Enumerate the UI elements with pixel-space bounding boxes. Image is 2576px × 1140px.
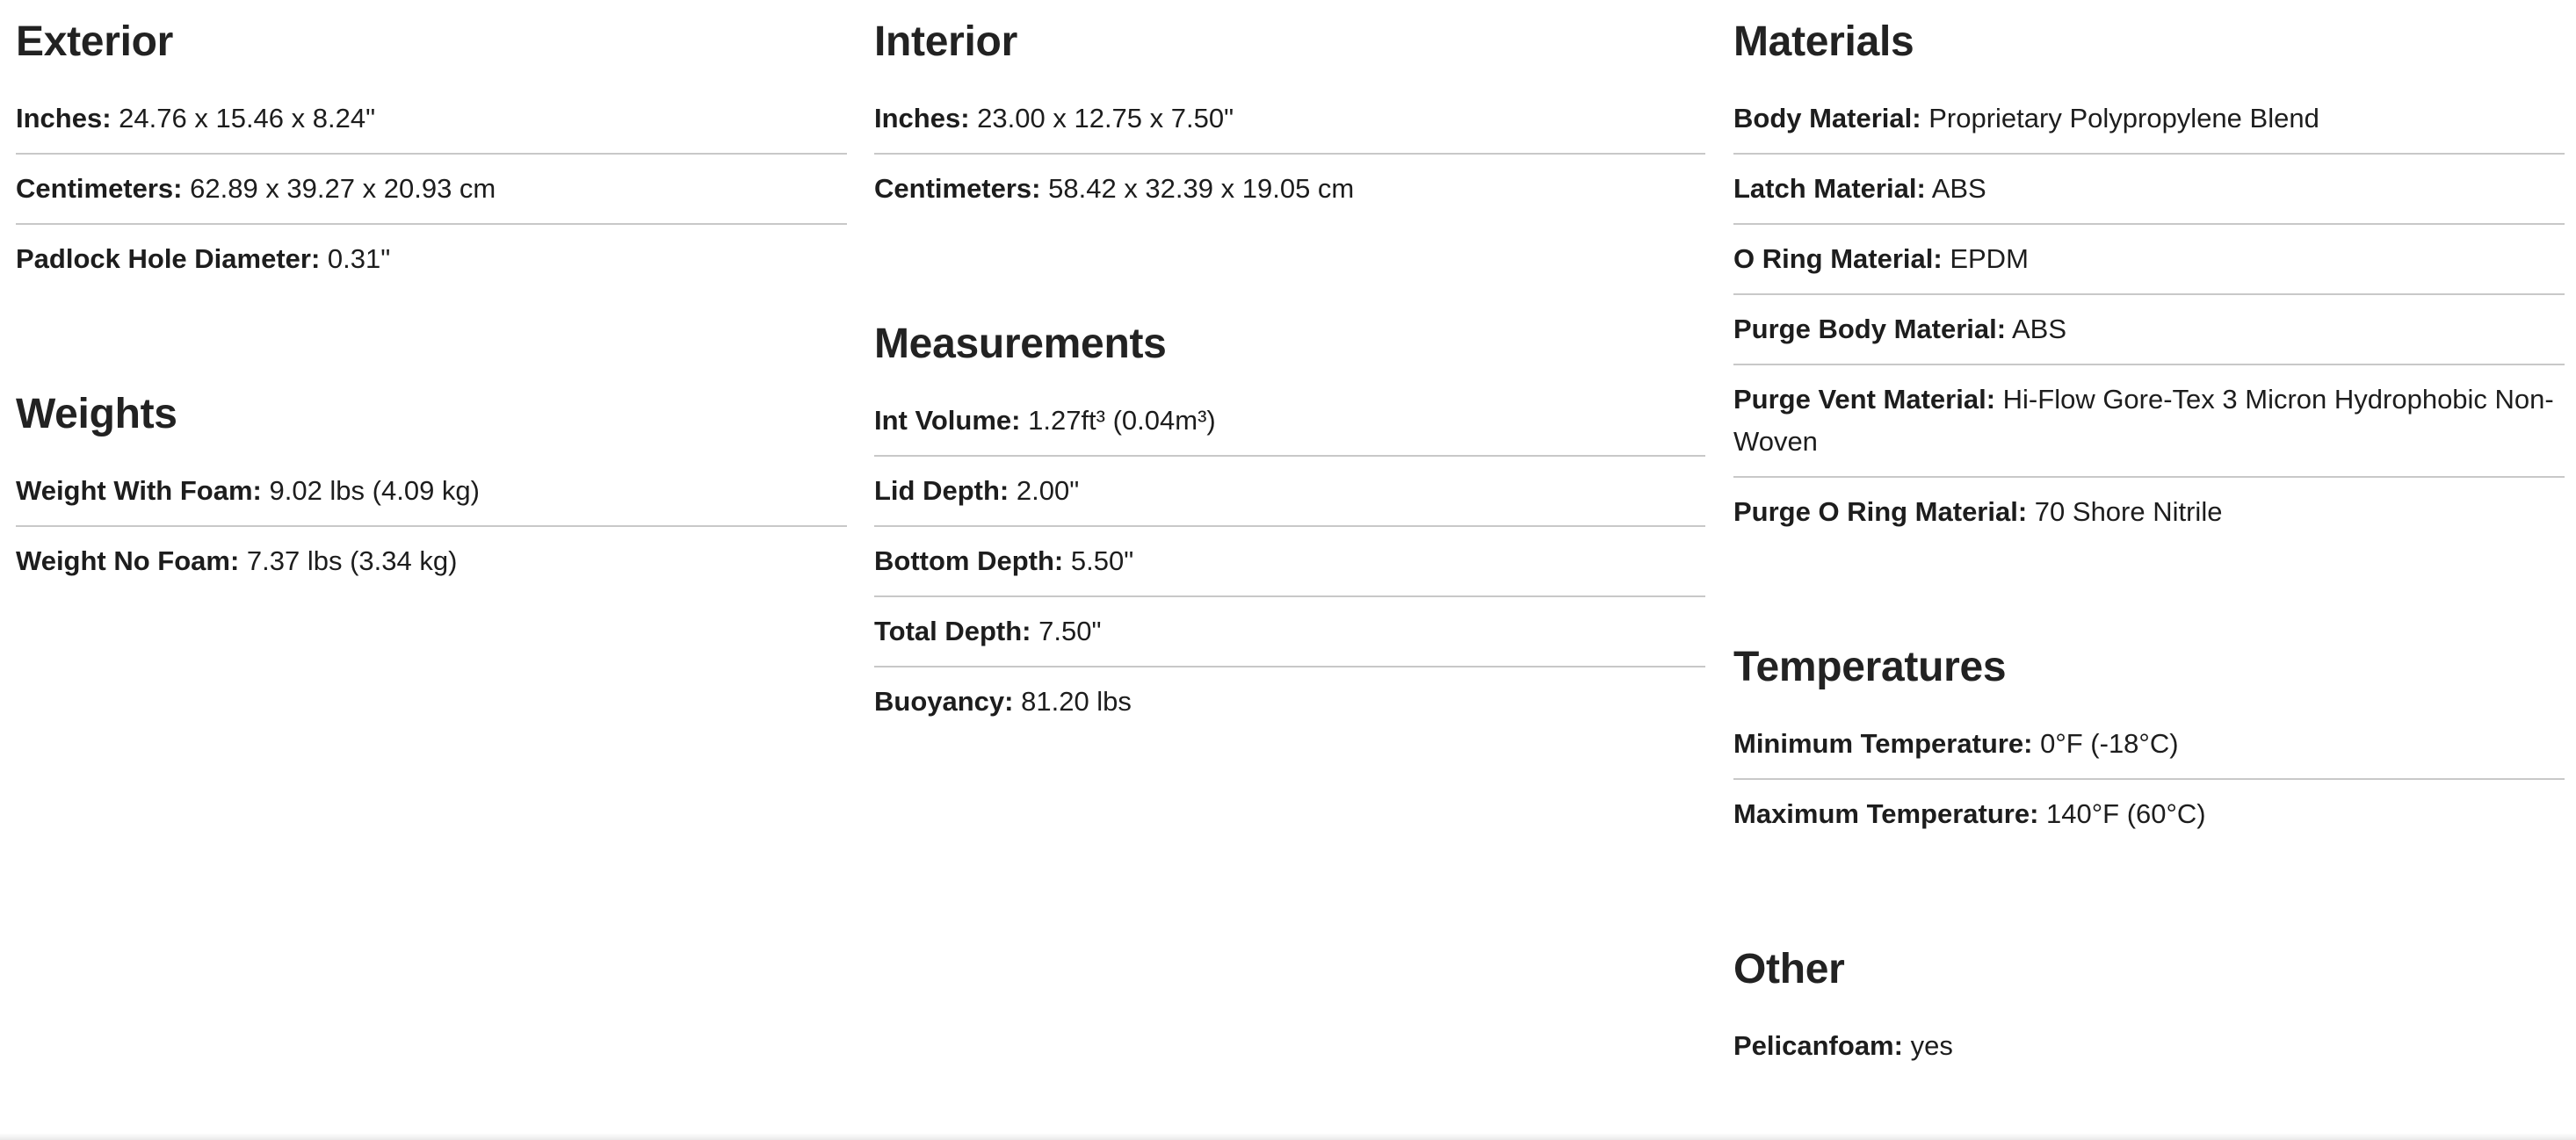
spec-row-o-ring-material [1733, 225, 2565, 295]
spec-list-other [1733, 1012, 2565, 1080]
spec-value: 58.42 x 32.39 x 19.05 cm [1048, 173, 1355, 204]
spec-list-interior [874, 84, 1705, 223]
spec-label: Centimeters: [874, 173, 1041, 204]
spec-label: Buoyancy: [874, 686, 1014, 717]
spec-value: 140°F (60°C) [2046, 798, 2206, 829]
section-title-measurements: Measurements [874, 321, 1167, 367]
spec-row-weight-with-foam [16, 457, 847, 527]
spec-row-pelicanfoam [1733, 1012, 2565, 1080]
spec-label: Padlock Hole Diameter: [16, 243, 321, 274]
spec-row-lid-depth [874, 457, 1705, 527]
spec-value: 1.27ft³ (0.04m³) [1028, 405, 1216, 436]
spec-value: 7.50" [1038, 616, 1102, 646]
spec-label: Purge Vent Material: [1733, 384, 1996, 415]
page-bottom-edge [0, 1133, 2576, 1140]
spec-value: 5.50" [1070, 545, 1134, 576]
section-title-interior: Interior [874, 18, 1017, 65]
section-temperatures [1733, 625, 2565, 848]
spec-value: Hi-Flow Gore-Tex 3 Micron Hydrophobic Non-Woven [1733, 384, 2554, 457]
spec-value: EPDM [1950, 243, 2029, 274]
spec-row-weight-no-foam [16, 527, 847, 595]
spec-label: Int Volume: [874, 405, 1021, 436]
spec-row-buoyancy [874, 667, 1705, 736]
spec-value: 70 Shore Nitrile [2034, 496, 2223, 527]
spec-row-padlock-hole-diameter [16, 225, 847, 293]
spec-value: ABS [2011, 314, 2066, 344]
spec-row-minimum-temperature [1733, 710, 2565, 780]
spec-label: Purge Body Material: [1733, 314, 2007, 344]
section-exterior [16, 0, 847, 293]
spec-value: 0.31" [327, 243, 391, 274]
spec-column-3 [1733, 0, 2565, 1080]
spec-row-purge-o-ring-material [1733, 478, 2565, 546]
spec-row-body-material [1733, 84, 2565, 155]
spec-label: Bottom Depth: [874, 545, 1064, 576]
spec-value: 0°F (-18°C) [2040, 728, 2179, 759]
spec-label: Body Material: [1733, 103, 1921, 133]
spec-row-exterior-centimeters [16, 155, 847, 225]
spec-value: 81.20 lbs [1021, 686, 1132, 717]
spec-row-total-depth [874, 597, 1705, 667]
spec-label: Minimum Temperature: [1733, 728, 2033, 759]
spec-value: ABS [1931, 173, 1986, 204]
spec-value: 7.37 lbs (3.34 kg) [246, 545, 458, 576]
spec-list-materials [1733, 84, 2565, 546]
spec-column-1 [16, 0, 847, 595]
section-materials [1733, 0, 2565, 546]
section-measurements [874, 302, 1705, 736]
spec-label: Inches: [16, 103, 112, 133]
spec-list-measurements [874, 386, 1705, 736]
spec-value: 9.02 lbs (4.09 kg) [269, 475, 480, 506]
spec-row-int-volume [874, 386, 1705, 457]
spec-list-exterior [16, 84, 847, 293]
spec-label: Latch Material: [1733, 173, 1926, 204]
spec-label: Total Depth: [874, 616, 1031, 646]
spec-list-temperatures [1733, 710, 2565, 848]
spec-value: 23.00 x 12.75 x 7.50" [977, 103, 1234, 133]
spec-row-exterior-inches [16, 84, 847, 155]
section-title-materials: Materials [1733, 18, 1914, 65]
section-title-exterior: Exterior [16, 18, 174, 65]
spec-row-bottom-depth [874, 527, 1705, 597]
section-title-temperatures: Temperatures [1733, 644, 2007, 690]
spec-label: Maximum Temperature: [1733, 798, 2039, 829]
section-title-other: Other [1733, 946, 1845, 992]
spec-value: yes [1910, 1030, 1953, 1061]
spec-row-latch-material [1733, 155, 2565, 225]
spec-row-purge-vent-material [1733, 365, 2565, 478]
spec-label: Inches: [874, 103, 970, 133]
section-weights [16, 372, 847, 595]
spec-label: Lid Depth: [874, 475, 1009, 506]
section-interior [874, 0, 1705, 223]
spec-row-interior-centimeters [874, 155, 1705, 223]
spec-value: 62.89 x 39.27 x 20.93 cm [190, 173, 496, 204]
section-title-weights: Weights [16, 391, 177, 437]
spec-column-2 [874, 0, 1705, 736]
spec-value: 24.76 x 15.46 x 8.24" [119, 103, 376, 133]
spec-label: Weight With Foam: [16, 475, 262, 506]
spec-value: 2.00" [1016, 475, 1080, 506]
section-other [1733, 927, 2565, 1080]
spec-row-interior-inches [874, 84, 1705, 155]
spec-list-weights [16, 457, 847, 595]
spec-row-maximum-temperature [1733, 780, 2565, 848]
spec-row-purge-body-material [1733, 295, 2565, 365]
spec-label: Weight No Foam: [16, 545, 240, 576]
spec-value: Proprietary Polypropylene Blend [1928, 103, 2319, 133]
spec-label: Purge O Ring Material: [1733, 496, 2028, 527]
spec-label: Centimeters: [16, 173, 183, 204]
spec-label: Pelicanfoam: [1733, 1030, 1903, 1061]
spec-label: O Ring Material: [1733, 243, 1943, 274]
